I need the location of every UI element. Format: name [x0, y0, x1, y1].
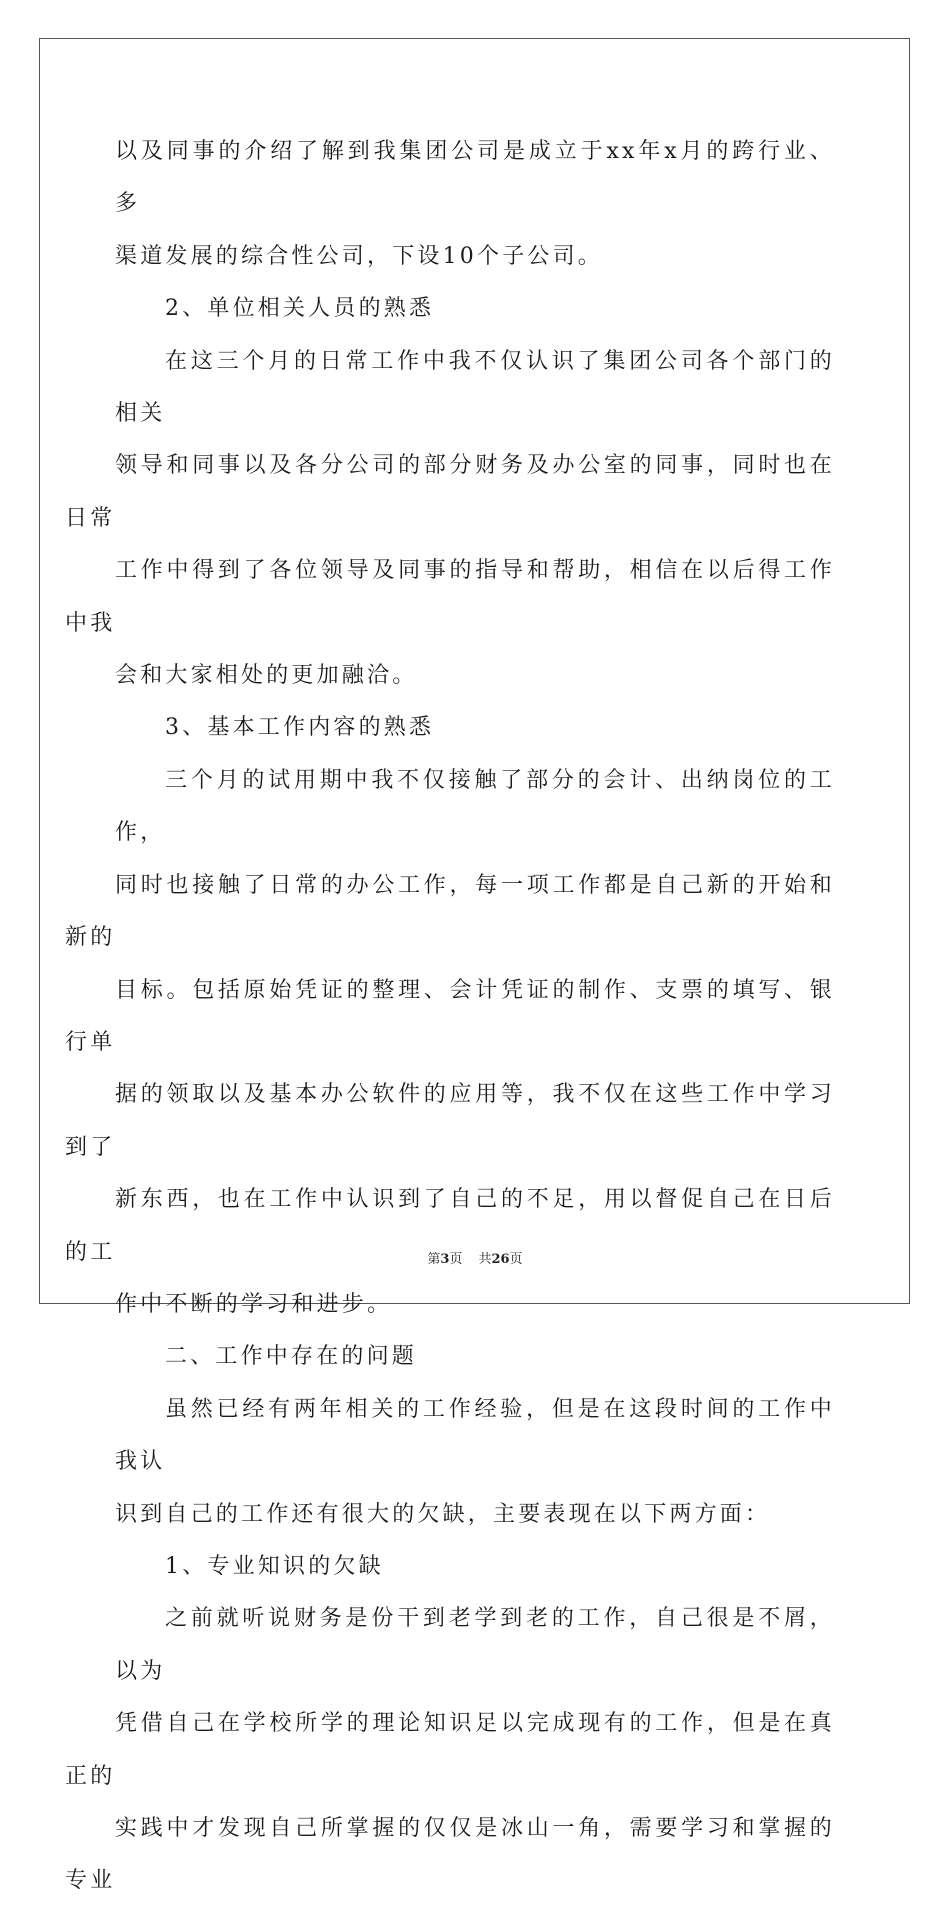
footer-page-number: 3 — [440, 1252, 450, 1267]
footer-total-pages: 26 — [491, 1252, 510, 1267]
document-body — [65, 126, 835, 1908]
paragraph — [65, 755, 835, 1331]
text-line: 同时也接触了日常的办公工作，每一项工作都是自己新的开始和新的 — [65, 872, 835, 951]
paragraph — [115, 1541, 835, 1593]
text-line: 据的领取以及基本办公软件的应用等，我不仅在这些工作中学习到了 — [65, 1082, 835, 1160]
text-line: 二、工作中存在的问题 — [165, 1344, 418, 1370]
paragraph — [65, 1593, 835, 1907]
paragraph — [115, 1331, 835, 1383]
text-line: 凭借自己在学校所学的理论知识足以完成现有的工作，但是在真正的 — [65, 1711, 835, 1789]
text-line: 渠道发展的综合性公司，下设10个子公司。 — [115, 243, 603, 269]
paragraph — [65, 336, 835, 703]
text-line: 会和大家相处的更加融洽。 — [115, 663, 418, 689]
paragraph — [115, 702, 835, 754]
text-line: 3、基本工作内容的熟悉 — [165, 715, 435, 741]
text-line: 实践中才发现自己所掌握的仅仅是冰山一角，需要学习和掌握的专业 — [65, 1816, 835, 1894]
text-line: 新东西，也在工作中认识到了自己的不足，用以督促自己在日后的工 — [65, 1187, 835, 1265]
text-line: 三个月的试用期中我不仅接触了部分的会计、出纳岗位的工作， — [115, 767, 835, 846]
text-line: 在这三个月的日常工作中我不仅认识了集团公司各个部门的相关 — [115, 348, 835, 427]
paragraph — [115, 126, 835, 283]
paragraph — [115, 283, 835, 335]
text-line: 目标。包括原始凭证的整理、会计凭证的制作、支票的填写、银行单 — [65, 977, 835, 1055]
footer-page-suffix: 页 — [449, 1252, 463, 1267]
text-line: 作中不断的学习和进步。 — [115, 1291, 393, 1317]
page-footer — [0, 1248, 950, 1267]
text-line: 虽然已经有两年相关的工作经验，但是在这段时间的工作中我认 — [115, 1396, 835, 1475]
paragraph — [115, 1384, 835, 1541]
text-line: 以及同事的介绍了解到我集团公司是成立于xx年x月的跨行业、多 — [115, 139, 835, 217]
text-line: 识到自己的工作还有很大的欠缺，主要表现在以下两方面： — [115, 1501, 771, 1527]
text-line: 2、单位相关人员的熟悉 — [165, 296, 435, 322]
footer-total-suffix: 页 — [509, 1252, 523, 1267]
text-line: 之前就听说财务是份干到老学到老的工作，自己很是不屑，以为 — [115, 1606, 835, 1684]
footer-page-prefix: 第 — [427, 1252, 441, 1267]
text-line: 工作中得到了各位领导及同事的指导和帮助，相信在以后得工作中我 — [65, 558, 835, 636]
text-line: 1、专业知识的欠缺 — [165, 1553, 384, 1579]
text-line: 领导和同事以及各分公司的部分财务及办公室的同事，同时也在日常 — [65, 453, 835, 531]
footer-total-prefix: 共 — [478, 1252, 492, 1267]
